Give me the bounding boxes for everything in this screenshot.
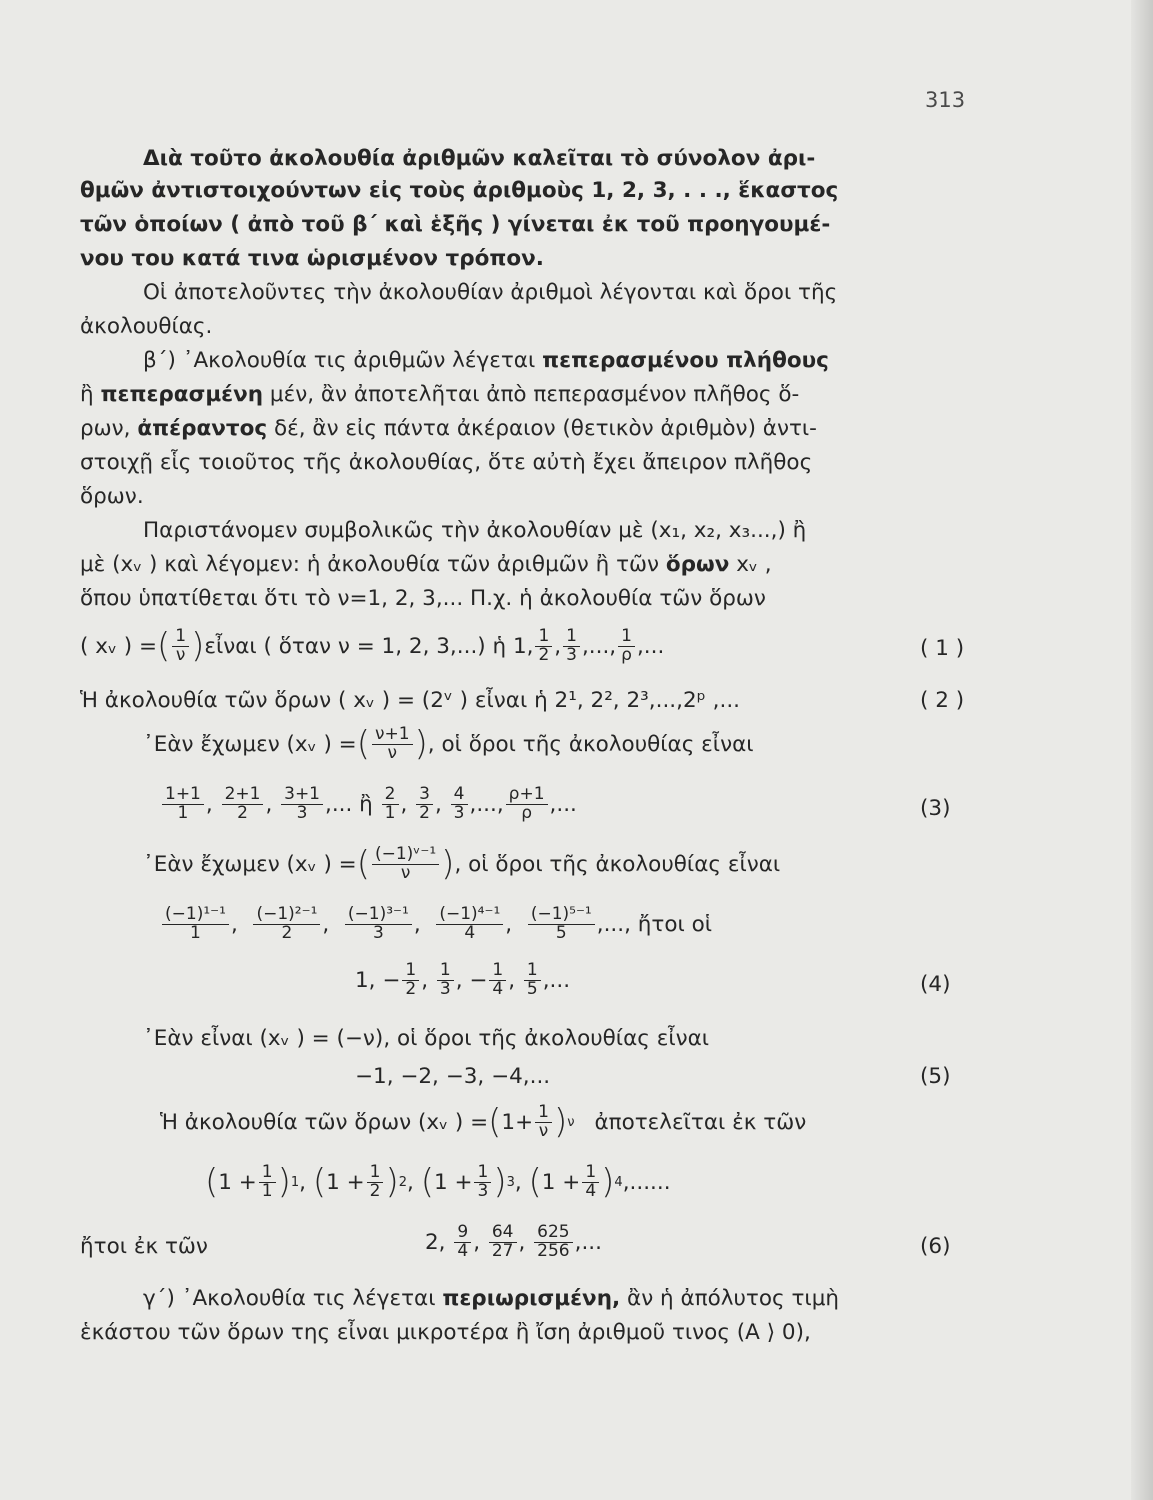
- equation-4-terms: $\frac{\text{(−1)¹⁻¹}}{1}$ , $\frac{\text{(−1)²⁻¹}}{2}$ , $\frac{\text{(−1)³⁻¹}}{3}$ , $\frac{\text{(−1)⁴⁻¹}}{4}$ , $\frac{\text{(−1)⁵⁻¹}}{5}$ ,..., ἤτοι οἱ: [160, 906, 712, 943]
- eq1-lhs: ( xᵥ ) =: [80, 633, 157, 659]
- finite-term-bold: πεπερασμένου πλήθους: [542, 348, 829, 373]
- eq4-intro-fraction: $\frac{\text{(−1)ᵛ⁻¹}}{\nu}$: [372, 846, 439, 883]
- equation-6-intro: Ἡ ἀκολουθία τῶν ὅρων (xᵥ ) = ( 1+ $\frac{1}{\nu}$ ) ν ἀποτελεῖται ἐκ τῶν: [160, 1102, 807, 1143]
- terms-line-2: ἀκολουθίας.: [80, 314, 213, 339]
- definition-line-1: Διὰ τοῦτο ἀκολουθία ἀριθμῶν καλεῖται τὸ σύνολον ἀρι-: [143, 146, 816, 171]
- finite-term-2-bold: πεπερασμένη: [100, 382, 264, 407]
- notation-line-2: [80, 552, 772, 578]
- definition-line-3: τῶν ὁποίων ( ἀπὸ τοῦ β΄ καὶ ἑξῆς ) γίνεται ἐκ τοῦ προηγουμέ-: [80, 212, 831, 237]
- equation-3-intro: ᾿Εὰν ἔχωμεν (xᵥ ) = ( $\frac{\nu+1}{\nu}$ ) , οἱ ὅροι τῆς ἀκολουθίας εἶναι: [143, 724, 754, 765]
- eq1-rho: $\frac{1}{\rho}$: [618, 628, 635, 665]
- eq3-intro-fraction: $\frac{\nu+1}{\nu}$: [372, 726, 413, 763]
- equation-4-values: 1, − $\frac{1}{2}$ , $\frac{1}{3}$ , − $\frac{1}{4}$ , $\frac{1}{5}$ ,...: [355, 960, 571, 999]
- equation-number-5: (5): [920, 1064, 951, 1089]
- finite-line-3-c: δέ, ἂν εἰς πάντα ἀκέραιον (θετικὸν ἀριθμὸν) ἀντι-: [267, 416, 817, 441]
- terms-line-1: Οἱ ἀποτελοῦντες τὴν ἀκολουθίαν ἀριθμοὶ λέγονται καὶ ὅροι τῆς: [143, 280, 838, 305]
- definition-line-4: νου του κατά τινα ὡρισμένον τρόπον.: [80, 246, 544, 271]
- finite-line-1-text: β΄) ᾿Ακολουθία τις ἀριθμῶν λέγεται: [143, 348, 543, 373]
- terms-word-bold: ὅρων: [665, 552, 730, 577]
- equation-3-terms: $\frac{1+1}{1}$ , $\frac{2+1}{2}$ , $\frac{3+1}{3}$ ,... ἢ $\frac{2}{1}$ , $\frac{3}{2}$ , $\frac{4}{3}$ ,..., $\frac{\rho+1}{\rho}$ ,...: [160, 786, 577, 823]
- equation-6-values: 2, $\frac{9}{4}$ , $\frac{64}{27}$ , $\frac{625}{256}$ ,...: [425, 1222, 602, 1261]
- notation-line-1: Παριστάνομεν συμβολικῶς τὴν ἀκολουθίαν μὲ (x₁, x₂, x₃...,) ἢ: [143, 518, 807, 543]
- eq1-half: $\frac{1}{2}$: [535, 628, 552, 665]
- equation-number-4: (4): [920, 972, 951, 997]
- finite-line-2-c: μέν, ἂν ἀποτελῆται ἀπὸ πεπερασμένον πλῆθος ὅ-: [263, 382, 800, 407]
- equation-number-6: (6): [920, 1234, 951, 1259]
- equation-4-intro: ᾿Εὰν ἔχωμεν (xᵥ ) = ( $\frac{\text{(−1)ᵛ⁻¹}}{\nu}$ ) , οἱ ὅροι τῆς ἀκολουθίας εἶναι: [143, 844, 781, 885]
- eq1-fraction: $\frac{1}{\nu}$: [172, 628, 189, 665]
- infinite-term-bold: ἀπέραντος: [137, 416, 268, 441]
- equation-number-1: ( 1 ): [920, 636, 965, 661]
- bounded-term-bold: περιωρισμένη,: [442, 1286, 621, 1311]
- notation-line-2-c: xᵥ ,: [729, 552, 772, 577]
- page-edge-shadow: [1131, 0, 1153, 1500]
- definition-line-2: θμῶν ἀντιστοιχούντων εἰς τοὺς ἀριθμοὺς 1, 2, 3, . . ., ἕκαστος: [80, 178, 839, 203]
- eq1-middle: εἶναι ( ὅταν ν = 1, 2, 3,...) ἡ 1,: [204, 633, 534, 659]
- finite-line-3-a: ρων,: [80, 416, 138, 441]
- finite-line-2: [80, 382, 799, 408]
- eq1-third: $\frac{1}{3}$: [563, 628, 580, 665]
- equation-5-terms: −1, −2, −3, −4,...: [355, 1064, 551, 1089]
- equation-5-intro: ᾿Εὰν εἶναι (xᵥ ) = (−ν), οἱ ὅροι τῆς ἀκολουθίας εἶναι: [143, 1026, 710, 1051]
- page-number: 313: [925, 88, 966, 112]
- equation-number-2: ( 2 ): [920, 688, 965, 713]
- notation-line-2-a: μὲ (xᵥ ) καὶ λέγομεν: ἡ ἀκολουθία τῶν ἀριθμῶν ἢ τῶν: [80, 552, 666, 577]
- finite-line-5: ὅρων.: [80, 484, 144, 509]
- finite-line-4: στοιχῇ εἷς τοιοῦτος τῆς ἀκολουθίας, ὅτε αὐτὴ ἔχει ἄπειρον πλῆθος: [80, 450, 813, 475]
- equation-6-powers: ( 1 + $\frac{1}{1}$ ) 1 , ( 1 + $\frac{1}{2}$ ) 2 , ( 1 + $\frac{1}{3}$ ) 3 , ( 1 + $\frac{1}{4}$ ) 4 ,......: [205, 1162, 671, 1203]
- equation-6-hetoi: ἤτοι ἐκ τῶν: [80, 1234, 208, 1259]
- equation-1: ( xᵥ ) = ( $\frac{1}{\nu}$ ) εἶναι ( ὅταν ν = 1, 2, 3,...) ἡ 1, $\frac{1}{2}$ , $\frac{1}{3}$ ,..., $\frac{1}{\rho}$ ,...: [80, 626, 665, 667]
- equation-number-3: (3): [920, 796, 951, 821]
- equation-2: Ἡ ἀκολουθία τῶν ὅρων ( xᵥ ) = (2ᵛ ) εἶναι ἡ 2¹, 2², 2³,...,2ᵖ ,...: [80, 688, 741, 713]
- finite-line-3: [80, 416, 817, 442]
- finite-line-2-a: ἢ: [80, 382, 101, 407]
- notation-line-3: ὅπου ὑπατίθεται ὅτι τὸ ν=1, 2, 3,... Π.χ. ἡ ἀκολουθία τῶν ὅρων: [80, 586, 766, 611]
- bounded-line-1: γ΄) ᾿Ακολουθία τις λέγεται περιωρισμένη, ἂν ἡ ἀπόλυτος τιμὴ: [143, 1286, 840, 1311]
- finite-line-1: [143, 348, 829, 374]
- bounded-line-2: ἑκάστου τῶν ὅρων της εἶναι μικροτέρα ἢ ἴση ἀριθμοῦ τινος (Α ⟩ 0),: [80, 1320, 811, 1345]
